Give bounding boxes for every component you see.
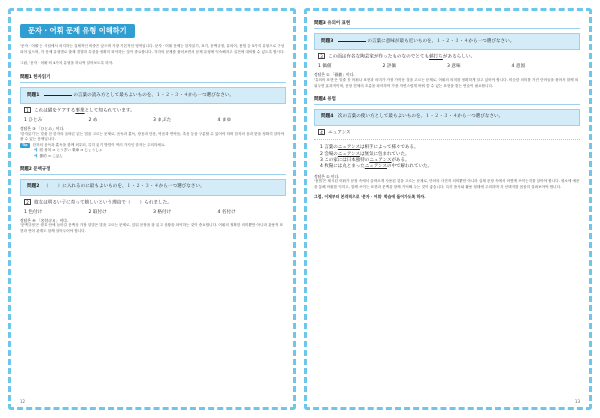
section-label-kanji-reading: 問題1 한자읽기 <box>20 74 286 83</box>
example-text: 回 왕복 ⇒ とうぎい 乗車 ⇒ じょうしゃ <box>39 148 103 153</box>
option-number: 1 <box>320 145 323 151</box>
item-word: ニュアンス <box>328 130 351 135</box>
underlined-word: ニュアンス <box>369 158 392 163</box>
question-box-1 <box>20 87 286 104</box>
option-text: がある。 <box>391 158 410 163</box>
choice: 1 ひとみ <box>24 118 43 124</box>
item-number: 1 <box>24 107 31 113</box>
explanation: '용법'은 제시된 어휘가 문장 속에서 올바르게 사용된 것을 고르는 문제로, 단어의 사전적 의미뿐만 아니라 실제 문장 속에서 어떻게 쓰이는지를 알아야 합니다. 평소에 예문을 통해 어휘를 익히고, 함께 쓰이는 표현과 문맥을 함께 기억해 두는 것이 좋습니다. 특히 품사와 활용 형태에 주의하며 각 선택지를 꼼꼼히 살펴보아야 합니다. <box>314 179 580 189</box>
example-text: 節約 ⇒ こばん <box>39 153 63 158</box>
question-instruction: （ ）に入れるのに最もよいものを、１・２・３・４から一つ選びなさい。 <box>43 184 205 190</box>
left-content <box>20 18 286 234</box>
question-item-4 <box>314 126 580 137</box>
choice: 1 色付け <box>24 209 43 215</box>
underlined-word: 値打ち <box>429 54 443 60</box>
question-box-4 <box>314 109 580 125</box>
item-number: 2 <box>24 199 31 205</box>
option-number: 2 <box>320 151 323 157</box>
answer-line: 정답은 ① 이다. <box>314 173 340 179</box>
answer-line: 정답은 ④ 「名付ける」이다. <box>20 217 69 223</box>
answer-line: 정답은 ③ 「ひとみ」이다. <box>20 126 65 132</box>
tip-badge: Tip <box>22 143 28 148</box>
question-number: 問題4 <box>321 114 334 120</box>
question-instruction: 次の言葉の使い方として最もよいものを、１・２・３・４から一つ選びなさい。 <box>337 114 504 120</box>
choice-list-3 <box>314 61 580 69</box>
option-text: は相手によって様々である。 <box>360 145 419 151</box>
option-text: 会場の <box>324 151 338 157</box>
option-text: 言葉の <box>324 145 338 151</box>
section-label-context: 問題2 문맥규정 <box>20 166 286 175</box>
usage-options <box>314 143 580 170</box>
choice: 3 格付け <box>153 209 172 215</box>
choice: 3 意味 <box>447 64 461 70</box>
section-title: 문자 · 어휘 문제 유형 이해하기 <box>20 24 135 38</box>
question-number: 問題3 <box>321 39 334 44</box>
item-text: この面は有名な陶芸家が作ったものなのでとても <box>328 54 430 60</box>
explanation: '문맥규정'은 괄호 안에 들어갈 문맥상 가장 알맞은 말을 고르는 문제로, 앞뒤 문장을 잘 읽고 상황을 파악하는 것이 중요합니다. 어휘의 정확한 의미뿐만 아니라 관용적 표현과 연어 관계도 함께 알아두어야 합니다. <box>20 223 284 233</box>
choice: 1 価値 <box>318 64 332 70</box>
underlined-word: 事業 <box>75 108 85 114</box>
explanation: '한자읽기'는 밑줄 친 한자의 올바른 읽는 법을 고르는 문제로, 음독과 훈독, 장음과 단음, 탁음과 반탁음, 촉음 등을 구분할 수 있어야 하며 한자의 음과 뜻을 정확히 알아야 풀 수 있는 문제입니다. <box>20 131 285 142</box>
section-label-usage: 問題4 용법 <box>314 96 580 105</box>
question-number: 問題1 <box>27 92 40 98</box>
item-text: 彼女は明るい子に育って嬉しいという理由で（ ）られました。 <box>34 200 172 206</box>
option-text: の中で解われていた。 <box>387 164 432 170</box>
item-text: として知られています。 <box>84 108 135 114</box>
choice: 4 意図 <box>511 64 526 70</box>
example-row <box>20 154 286 159</box>
choice-list-1 <box>20 115 286 123</box>
page-number: 12 <box>20 399 26 404</box>
right-content <box>314 18 580 200</box>
question-item-1 <box>20 104 286 115</box>
section-label-synonym: 問題3 유의어 표현 <box>314 20 580 29</box>
item-text: があるらしい。 <box>442 54 476 60</box>
option-text: この家には日本独特の <box>324 158 370 163</box>
option-number: 4 <box>320 164 323 170</box>
blank-line <box>338 38 366 42</box>
intro-paragraph: '문자 · 어휘'는 시험에서 차지하는 실제적인 비중은 낮으며 가장 기본적인 영역입니다. 문자 · 어휘 문제는 한자읽기, 표기, 문맥규정, 유의어, 용법 등 5가지 유형으로 구성되어 있으며, 각 문제 유형별로 출제 경향과 특징을 정확히 파악하는 것이 중요합니다. 각각의 문제를 풀어보면서 문제 유형에 익숙해지고 실전에 대비할 수 있도록 합시다. <box>20 44 285 54</box>
page-number: 13 <box>574 399 580 404</box>
blank-line <box>44 92 72 96</box>
usage-option <box>320 164 576 170</box>
underlined-word: ニュアンス <box>364 164 387 170</box>
lead-sentence: 그럼, '문자 · 어휘'의 4가지 유형을 하나씩 알아보도록 하자. <box>20 61 114 66</box>
choice: 4 まゆ <box>217 118 232 124</box>
closing-sentence: 그럼, 이제부터 본격적으로 '문자 · 어휘' 학습에 들어가도록 하자. <box>314 194 426 200</box>
choice-list-2 <box>20 207 286 215</box>
question-box-3 <box>314 33 580 50</box>
question-box-2 <box>20 179 286 195</box>
tip-text: 한자의 음독과 훈독을 함께 외우되, 특히 읽기 방법이 여러 가지인 한자는 주의하세요. <box>32 142 166 147</box>
option-text: は無気に包まれていた。 <box>360 151 410 157</box>
dotted-divider <box>314 139 580 140</box>
choice: 2 取付け <box>88 209 107 215</box>
choice: 4 名付け <box>217 209 236 215</box>
right-page <box>300 0 600 418</box>
underlined-word: ニュアンス <box>337 151 360 157</box>
option-text: 枚陽には丸とまった <box>324 164 365 170</box>
choice: 2 め <box>88 118 98 124</box>
question-number: 問題2 <box>27 184 40 190</box>
answer-line: 정답은 ① 「価値」이다. <box>314 72 355 78</box>
question-item-3 <box>314 50 580 61</box>
choice: 2 評価 <box>382 64 397 70</box>
question-item-2 <box>20 196 286 207</box>
example-badge: 예 <box>34 148 38 153</box>
underlined-word: ニュアンス <box>337 145 360 151</box>
example-badge: 예 <box>34 153 38 158</box>
question-instruction: の言葉の読み方として最もよいものを、１・２・３・４から一つ選びなさい。 <box>73 92 235 98</box>
explanation: '유의어 표현'은 밑줄 친 어휘나 표현과 의미가 가장 가까운 것을 고르는 문제로, 어휘의 의미를 정확하게 알고 있어야 합니다. 비슷한 의미를 가진 단어들을 묶어서 함께 외워두면 효과적이며, 문장 전체의 흐름을 파악하여 가장 자연스럽게 바꿔 쓸 수 있는 표현을 찾는 연습이 필요합니다. <box>314 77 579 88</box>
item-text: これは猫をケアする <box>34 108 76 114</box>
item-number: 3 <box>318 53 325 59</box>
choice: 3 まぶた <box>153 118 172 124</box>
question-instruction: の言葉に意味が最も近いものを、１・２・３・４から一つ選びなさい。 <box>367 39 515 44</box>
item-number: 4 <box>318 129 325 135</box>
option-number: 3 <box>320 158 323 163</box>
